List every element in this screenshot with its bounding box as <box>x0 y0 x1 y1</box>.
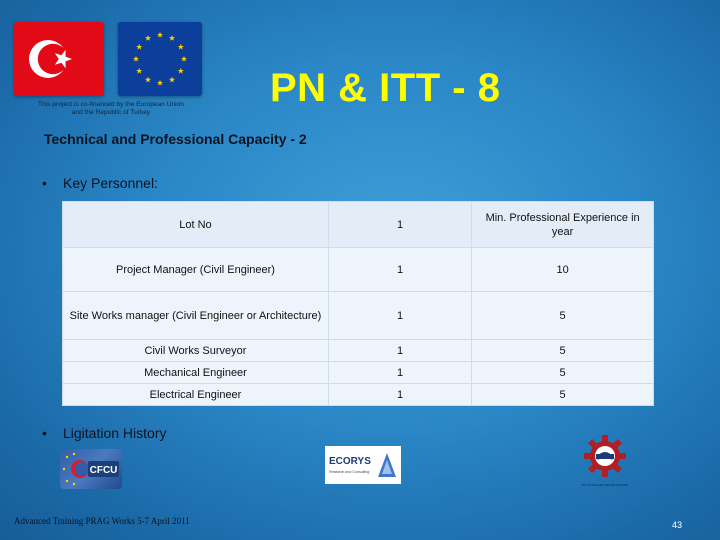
cofinance-note-line-1: This project is co-financed by the European Union <box>38 101 184 108</box>
footer-training-note: Advanced Training PRAG Works 5-7 April 2011 <box>14 516 190 526</box>
ecorys-logo <box>325 446 401 484</box>
eu-star-icon <box>136 68 142 74</box>
experience-cell: 5 <box>472 384 654 406</box>
gear-logo <box>570 434 640 490</box>
header-cell-lot-no: Lot No <box>63 202 329 248</box>
eu-star-icon <box>169 77 175 83</box>
table-row <box>63 292 654 340</box>
table-row <box>63 248 654 292</box>
table-row <box>63 340 654 362</box>
role-cell: Civil Works Surveyor <box>63 340 329 362</box>
cfcu-logo-text: CFCU <box>89 465 118 476</box>
header-cell-min-experience: Min. Professional Experience in year <box>472 202 654 248</box>
bullet-dot: • <box>42 175 47 191</box>
eu-star-icon <box>136 44 142 50</box>
eu-star-icon <box>145 35 151 41</box>
cofinance-note <box>14 101 208 117</box>
count-cell: 1 <box>328 292 471 340</box>
page-number: 43 <box>672 520 683 530</box>
bullet-dot: • <box>42 425 47 441</box>
ecorys-logo-text: ECORYS <box>329 456 371 467</box>
role-cell: Site Works manager (Civil Engineer or Architecture) <box>63 292 329 340</box>
experience-cell: 5 <box>472 362 654 384</box>
count-cell: 1 <box>328 340 471 362</box>
table-row <box>63 362 654 384</box>
bullet-litigation-history-label: Ligitation History <box>63 425 167 441</box>
eu-star-icon <box>169 35 175 41</box>
slide-subtitle: Technical and Professional Capacity - 2 <box>44 131 307 147</box>
eu-star-icon <box>178 68 184 74</box>
cfcu-logo <box>60 449 122 489</box>
bullet-key-personnel-label: Key Personnel: <box>63 175 158 191</box>
count-cell: 1 <box>328 248 471 292</box>
eu-star-icon <box>133 56 139 62</box>
count-cell: 1 <box>328 362 471 384</box>
count-cell: 1 <box>328 384 471 406</box>
eu-star-icon <box>157 80 163 86</box>
eu-star-icon <box>178 44 184 50</box>
experience-cell: 5 <box>472 292 654 340</box>
eu-star-icon <box>145 77 151 83</box>
header-cell-lot-number: 1 <box>328 202 471 248</box>
experience-cell: 10 <box>472 248 654 292</box>
role-cell: Electrical Engineer <box>63 384 329 406</box>
slide-title: PN & ITT - 8 <box>270 66 501 110</box>
eu-star-icon <box>157 32 163 38</box>
flags-group <box>14 18 194 104</box>
cofinance-note-line-2: and the Republic of Turkey <box>71 109 151 116</box>
table-header-row <box>63 202 654 248</box>
eu-star-icon <box>181 56 187 62</box>
turkey-flag-icon <box>14 22 104 96</box>
ecorys-tagline: Research and Consulting <box>329 470 370 474</box>
experience-cell: 5 <box>472 340 654 362</box>
role-cell: Project Manager (Civil Engineer) <box>63 248 329 292</box>
gear-logo-caption: DPT PLANLAMA TEKNİK DESTEK <box>581 483 629 487</box>
role-cell: Mechanical Engineer <box>63 362 329 384</box>
eu-flag-icon <box>118 22 202 96</box>
key-personnel-table <box>62 201 654 406</box>
table-row <box>63 384 654 406</box>
